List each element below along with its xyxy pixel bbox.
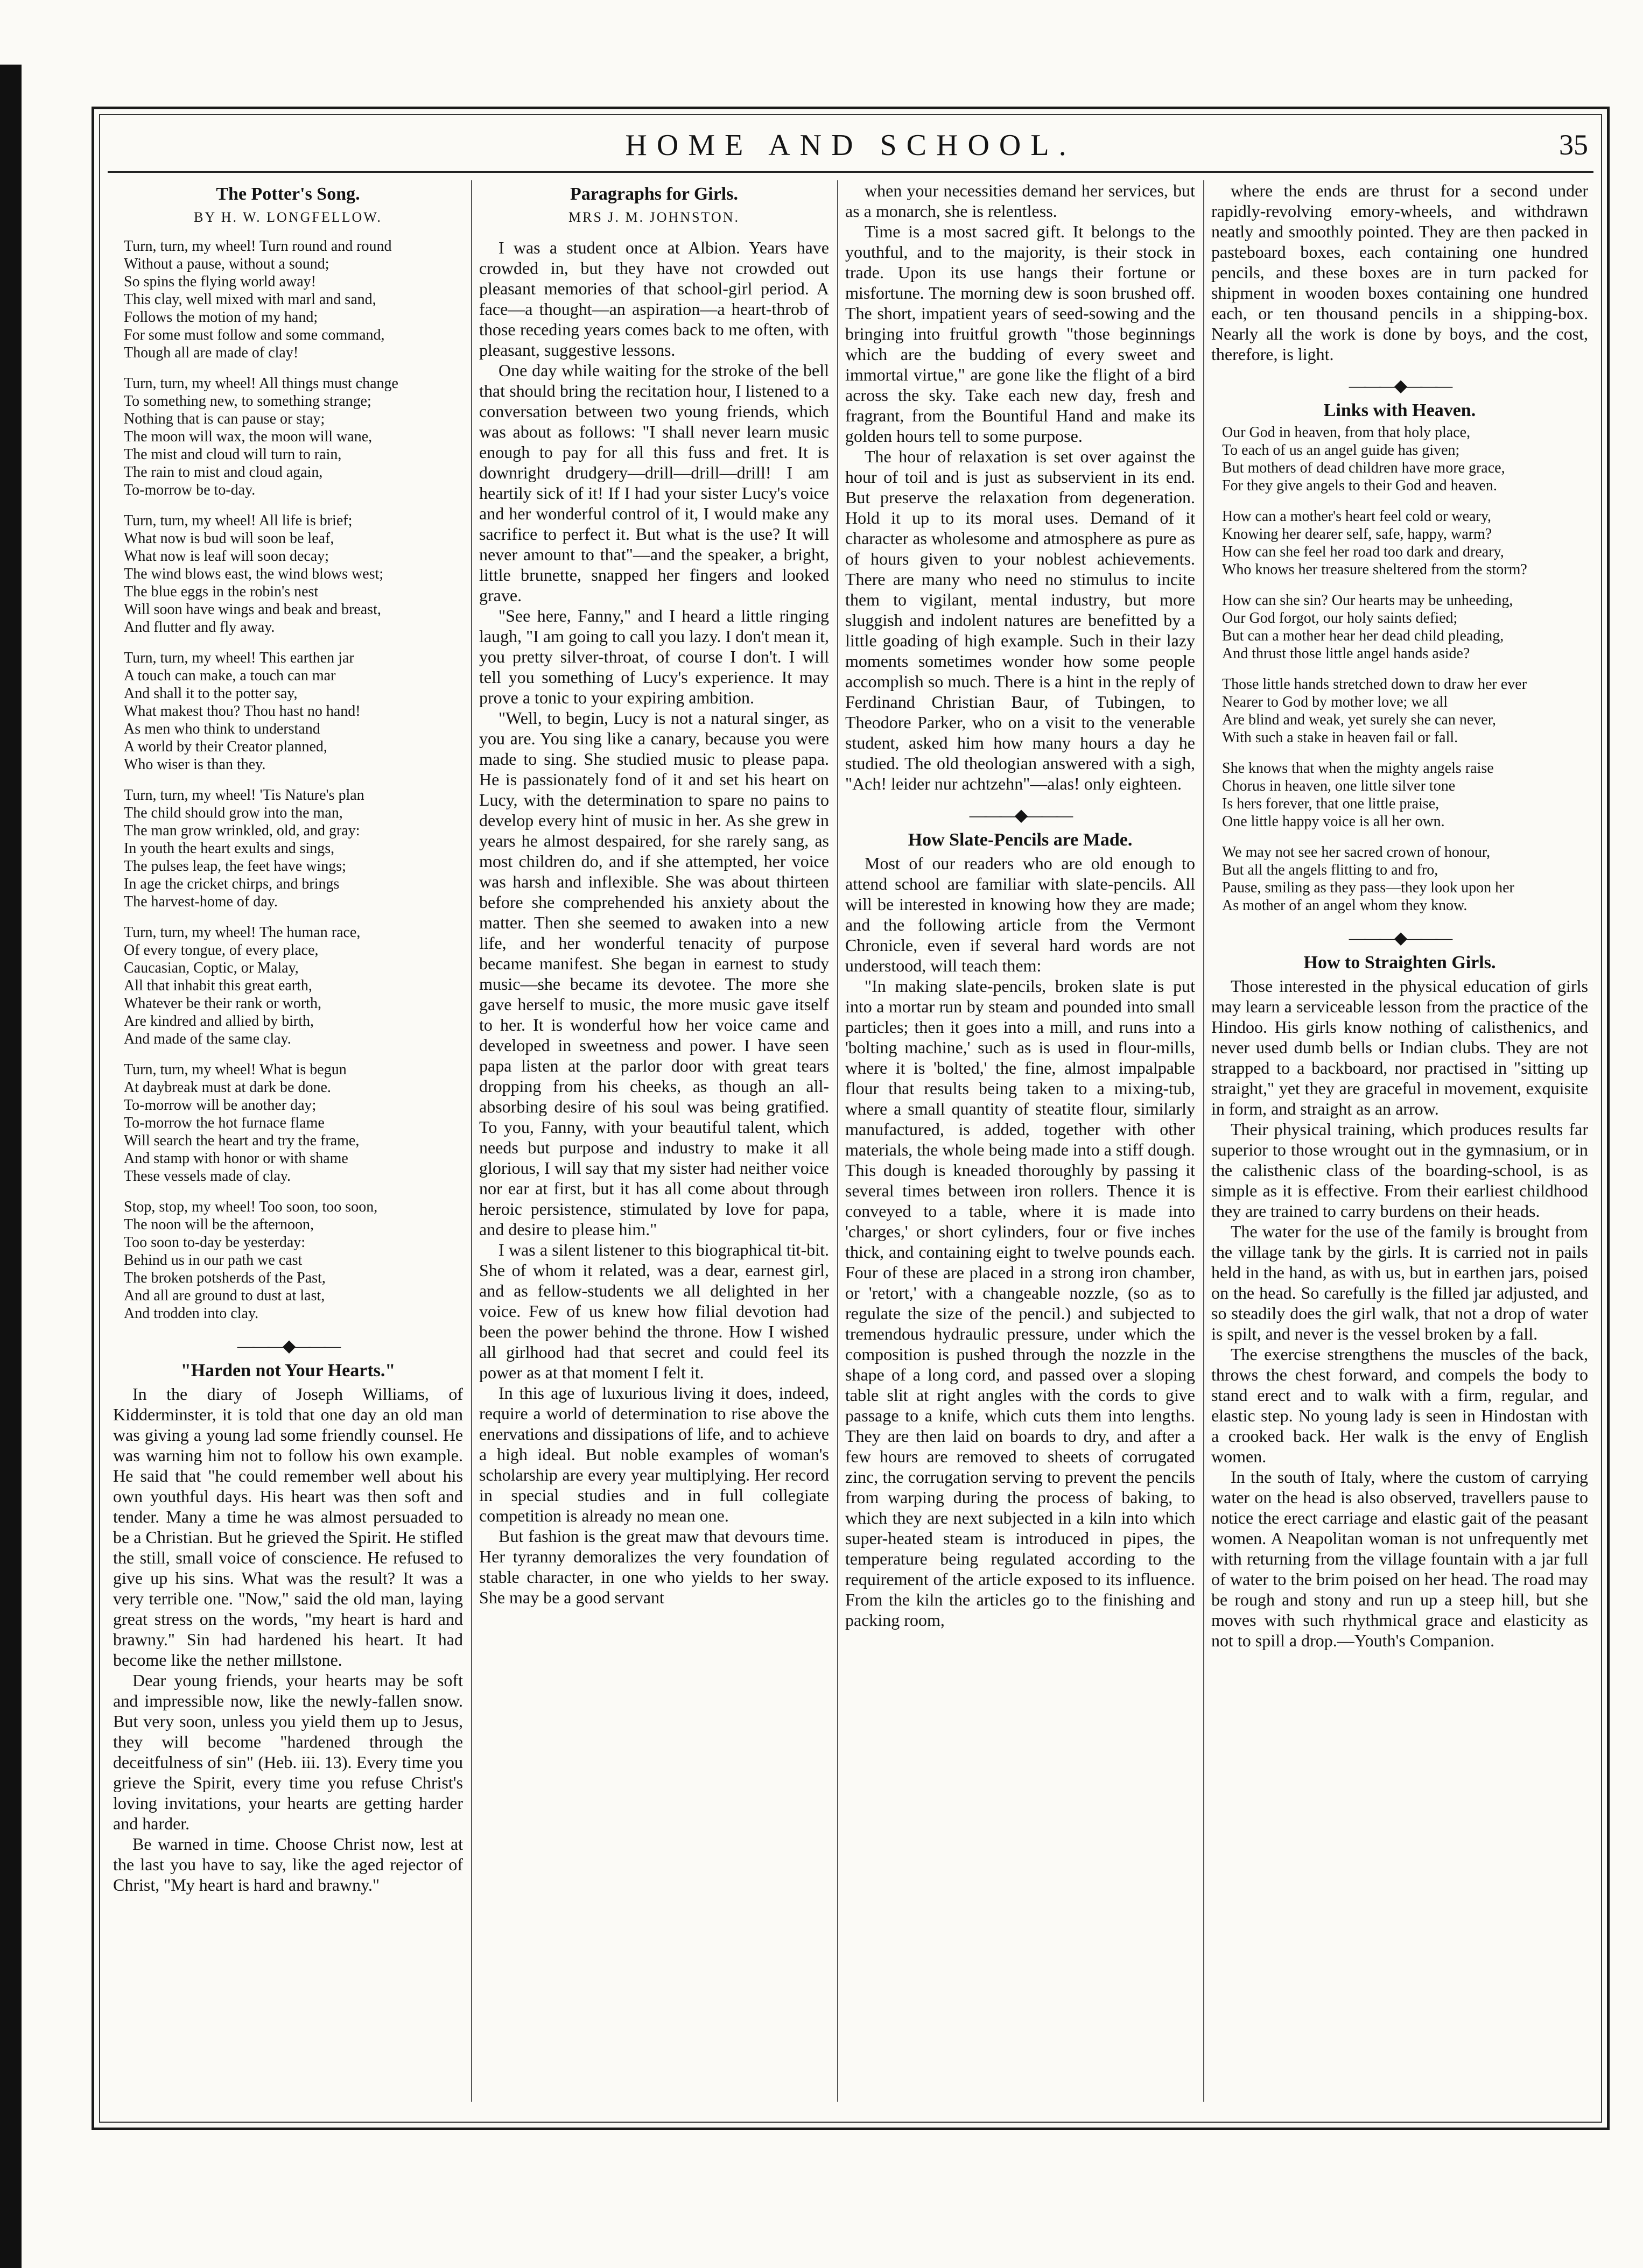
paragraph: "Well, to begin, Lucy is not a natural singer, as you are. You sing like a canary, because you were made to sing. She studied music to please papa. He is passionately fond of it and set his heart on Lucy, with the determination to spare no pains to develop every hint of music in her. As she grew in years he almost despaired, for she rarely sang, as most children do, and if she attempted, her voice was harsh and inflexible. She was about thirteen before she comprehended his anxiety about the matter. Then she seemed to awaken into a new life, and her wonderful tenacity of purpose became manifest. She began in earnest to study music—she became its devotee. The more she gave herself to music, the more music gave itself to her. It is wonderful how her voice came and developed in sweetness and power. I have seen papa listen at the parlor door with great tears dropping from his cheeks, as though an all-absorbing desire of his soul was being gratified. To you, Fanny, with your beautiful talent, which needs but purpose and industry to make it all glorious, I will say that my sister had neither voice nor ear at first, but it has all come about through heroic persistence, stimulated by love for papa, and desire to please him." (479, 708, 829, 1239)
poem-line: And made of the same clay. (124, 1031, 291, 1047)
poem-line: To each of us an angel guide has given; (1222, 442, 1460, 459)
poem-line: As men who think to understand (124, 721, 320, 737)
column-3 (845, 180, 1195, 2102)
poem-line: Nothing that is can pause or stay; (124, 411, 325, 427)
poem-line: A world by their Creator planned, (124, 738, 327, 755)
poem-line: At daybreak must at dark be done. (124, 1079, 331, 1096)
poem-line: The pulses leap, the feet have wings; (124, 858, 346, 875)
stanza (113, 375, 463, 499)
paragraph: The exercise strengthens the muscles of the back, throws the chest forward, and compels the body to stand erect and to walk with a firm, regular, and elastic step. No young lady is seen in Hindostan with a crooked back. Her walk is the envy of English women. (1211, 1344, 1588, 1466)
poem-line: And all are ground to dust at last, (124, 1287, 325, 1304)
poem-line: The harvest-home of day. (124, 893, 278, 910)
article-body (1211, 976, 1588, 1651)
paragraph: In the south of Italy, where the custom of carrying water on the head is also observed, travellers pause to notice the erect carriage and elastic gait of the peasant women. A Neapolitan woman is not unfrequently met with returning from the village fountain with a jar full of water to the brim poised on her head. The road may be rough and stony and run up a steep hill, but she moves with such rhythmical grace and elasticity as not to spill a drop.—Youth's Companion. (1211, 1467, 1588, 1650)
stanza (1211, 759, 1588, 830)
poem-line: Those little hands stretched down to draw her ever (1222, 676, 1527, 693)
stanza (1211, 508, 1588, 579)
poem-line: Will search the heart and try the frame, (124, 1132, 360, 1149)
poem-line: Who knows her treasure sheltered from the storm? (1222, 561, 1527, 578)
poem-line: Will soon have wings and beak and breast, (124, 601, 381, 618)
poem-line: Our God in heaven, from that holy place, (1222, 424, 1471, 441)
article-title: The Potter's Song. (216, 184, 360, 204)
poem-line: Turn, turn, my wheel! Turn round and round (124, 238, 392, 255)
poem-line: She knows that when the mighty angels raise (1222, 760, 1494, 777)
poem-line: As mother of an angel whom they know. (1222, 897, 1468, 914)
column-divider (471, 180, 472, 2102)
paragraph: Their physical training, which produces results far superior to those wrought out in the gymnasium, or in the calisthenic class of the boarding-school, is as simple as it is effective. From their earliest childhood they are trained to carry burdens on their heads. (1211, 1119, 1588, 1221)
header-rule (108, 171, 1593, 173)
poem-line: Are blind and weak, yet surely she can never, (1222, 712, 1496, 728)
article-title: How Slate-Pencils are Made. (908, 830, 1133, 850)
poem-line: To-morrow the hot furnace flame (124, 1115, 325, 1131)
poem-line: Knowing her dearer self, safe, happy, warm? (1222, 526, 1492, 543)
column-divider (1203, 180, 1204, 2102)
section-separator: ———◆——— (969, 805, 1071, 825)
paragraph: Dear young friends, your hearts may be soft and impressible now, like the newly-fallen snow. But very soon, unless you yield them up to Jesus, they will become "hardened through the deceitfulness of sin" (Heb. iii. 13). Every time you grieve the Spirit, every time you refuse Christ's loving invitations, your hearts are getting harder and harder. (113, 1671, 463, 1833)
poem-line: How can she sin? Our hearts may be unheeding, (1222, 592, 1513, 609)
poem-line: What makest thou? Thou hast no hand! (124, 703, 361, 720)
poem-line: Chorus in heaven, one little silver tone (1222, 778, 1456, 794)
poem-line: All that inhabit this great earth, (124, 977, 312, 994)
poem-line: So spins the flying world away! (124, 273, 316, 290)
poem-line: To something new, to something strange; (124, 393, 371, 410)
stanza (1211, 424, 1588, 495)
paragraph: I was a student once at Albion. Years have crowded in, but they have not crowded out pleasant memories of that school-girl period. A face—a thought—an aspiration—a heart-throb of those receding years comes back to me often, with pleasant, suggestive lessons. (479, 238, 829, 360)
article-title: Links with Heaven. (1323, 400, 1476, 420)
paragraph: Time is a most sacred gift. It belongs to the youthful, and to the majority, is their stock in trade. Upon its use hangs their fortune or misfortune. The morning dew is soon brushed off. The short, impatient years of seed-sowing and the bringing into fruitful growth "those beginnings which are the budding of every sweet and immortal virtue," are gone like the flight of a bird across the sky. Take each new day, fresh and fragrant, from the Bountiful Hand and make its golden hours tell to some purpose. (845, 222, 1195, 446)
poem-line: A touch can make, a touch can mar (124, 667, 336, 684)
article-title: How to Straighten Girls. (1303, 953, 1496, 973)
page-edge-shadow (0, 65, 22, 2268)
poem-line: The wind blows east, the wind blows west; (124, 566, 384, 582)
poem-line: The rain to mist and cloud again, (124, 464, 323, 481)
poem-line: Without a pause, without a sound; (124, 256, 329, 272)
stanza (1211, 591, 1588, 663)
article-body-continued (1211, 180, 1588, 364)
poem-line: To-morrow be to-day. (124, 482, 256, 498)
section-separator: ———◆——— (1349, 376, 1451, 395)
poem-line: The man grow wrinkled, old, and gray: (124, 822, 360, 839)
poem-line: Caucasian, Coptic, or Malay, (124, 960, 299, 976)
paragraph: But fashion is the great maw that devours time. Her tyranny demoralizes the very foundation of stable character, in one who yields to her sway. She may be a good servant (479, 1526, 829, 1607)
article-byline: MRS J. M. JOHNSTON. (568, 209, 740, 225)
paragraph: when your necessities demand her services, but as a monarch, she is relentless. (845, 181, 1195, 221)
poem-line: Turn, turn, my wheel! This earthen jar (124, 650, 354, 666)
poem-line: Our God forgot, our holy saints defied; (1222, 610, 1458, 626)
column-1 (113, 180, 463, 2102)
column-divider (837, 180, 838, 2102)
poem-line: What now is bud will soon be leaf, (124, 530, 334, 547)
article-title: Paragraphs for Girls. (570, 184, 738, 204)
stanza (1211, 675, 1588, 746)
poem-line: Is hers forever, that one little praise, (1222, 795, 1440, 812)
poem-line: Turn, turn, my wheel! 'Tis Nature's plan (124, 787, 364, 804)
column-2 (479, 180, 829, 2102)
poem-line: For they give angels to their God and heaven. (1222, 477, 1497, 494)
poem-line: These vessels made of clay. (124, 1168, 291, 1185)
poem-line: Of every tongue, of every place, (124, 942, 319, 959)
poem-line: This clay, well mixed with marl and sand, (124, 291, 376, 308)
poem-line: The mist and cloud will turn to rain, (124, 446, 342, 463)
page-header (108, 123, 1593, 166)
poem-line: But mothers of dead children have more grace, (1222, 460, 1505, 476)
poem-line: The noon will be the afternoon, (124, 1216, 314, 1233)
article-body (113, 1384, 463, 1895)
section-separator: ———◆——— (1349, 928, 1451, 947)
stanza (113, 649, 463, 773)
poem-line: And shall it to the potter say, (124, 685, 298, 702)
poem-line: Turn, turn, my wheel! All things must change (124, 375, 398, 392)
paragraph: I was a silent listener to this biographical tit-bit. She of whom it related, was a dear, earnest girl, and as fellow-students we all delighted in her voice. Few of us knew how filial devotion had been the power behind the throne. How I wished all girlhood had that secret and could feel its power as at that moment I felt it. (479, 1240, 829, 1382)
poem-line: Who wiser is than they. (124, 756, 266, 773)
poem-line: The moon will wax, the moon will wane, (124, 428, 373, 445)
poem-line: In age the cricket chirps, and brings (124, 876, 340, 892)
paragraph: where the ends are thrust for a second under rapidly-revolving emory-wheels, and withdrawn neatly and smoothly pointed. They are then packed in pasteboard boxes, each containing one hundred pencils, and these boxes are in turn packed for shipment in wooden boxes containing one hundred each, or ten thousand pencils in a shipping-box. Nearly all the work is done by boys, and the cost, therefore, is light. (1211, 181, 1588, 364)
poem-line: How can a mother's heart feel cold or weary, (1222, 508, 1492, 525)
poem-line: Turn, turn, my wheel! What is begun (124, 1061, 347, 1078)
poem-line: And flutter and fly away. (124, 619, 275, 636)
poem-line: Whatever be their rank or worth, (124, 995, 321, 1012)
poem-line: And stamp with honor or with shame (124, 1150, 348, 1167)
paragraph: "See here, Fanny," and I heard a little ringing laugh, "I am going to call you lazy. I don't mean it, you pretty silver-throat, of course I don't. I will tell you something of Lucy's experience. It may prove a tonic to your expiring ambition. (479, 606, 829, 707)
poem-line: Are kindred and allied by birth, (124, 1013, 314, 1030)
poem-line: Turn, turn, my wheel! The human race, (124, 924, 361, 941)
paragraph: The water for the use of the family is brought from the village tank by the girls. It is carried not in pails held in the hand, as with us, but in earthen jars, poised on the head. So carefully is the filled jar adjusted, and so steadily does the girl walk, that not a drop of water is spilt, and never is the vessel broken by a fall. (1211, 1222, 1588, 1343)
masthead-title: HOME AND SCHOOL. (625, 129, 1076, 162)
poem-line: Turn, turn, my wheel! All life is brief; (124, 512, 353, 529)
poem-line: Nearer to God by mother love; we all (1222, 694, 1448, 710)
poem-line: In youth the heart exults and sings, (124, 840, 335, 857)
poem-line: How can she feel her road too dark and dreary, (1222, 544, 1504, 560)
article-body (845, 853, 1195, 1630)
poem-line: Behind us in our path we cast (124, 1252, 303, 1269)
stanza (1211, 843, 1588, 914)
stanza (113, 1198, 463, 1322)
poem-line: What now is leaf will soon decay; (124, 548, 329, 565)
article-title: "Harden not Your Hearts." (180, 1361, 396, 1380)
paragraph: "In making slate-pencils, broken slate is put into a mortar run by steam and pounded into small particles; then it goes into a mill, and runs into a 'bolting machine,' such as is used in flour-mills, where it is 'bolted,' the fine, almost impalpable flour that results being taken to a mixing-tub, where a small quantity of steatite flour, similarly manufactured, is added, together with other materials, the whole being made into a stiff dough. This dough is kneaded thoroughly by passing it several times between iron rollers. Thence it is conveyed to a table, where it is made into 'charges,' or short cylinders, four or five inches thick, and containing eight to twelve pounds each. Four of these are placed in a strong iron chamber, or 'retort,' with a changeable nozzle, (so as to regulate the size of the pencil.) and subjected to tremendous hydraulic pressure, under which the composition is pushed through the nozzle in the shape of a long cord, and passed over a sloping table slit at right angles with the cords to give passage to a knife, which cuts them into lengths. They are then laid on boards to dry, and after a few hours are removed to sheets of corrugated zinc, the corrugation serving to prevent the pencils from warping during the process of baking, to which they are next subjected in a kiln into which super-heated steam is introduced in pipes, the temperature being regulated according to the requirement of the article exposed to its influence. From the kiln the articles go to the finishing and packing room, (845, 976, 1195, 1630)
poem-line: The child should grow into the man, (124, 805, 343, 821)
poem-line: Stop, stop, my wheel! Too soon, too soon, (124, 1199, 378, 1215)
paragraph: In this age of luxurious living it does, indeed, require a world of determination to rise above the enervations and dissipations of life, and to achieve a high ideal. But noble examples of woman's scholarship are every year multiplying. Her record in special studies and in full collegiate competition is already no mean one. (479, 1383, 829, 1525)
poem-line: And trodden into clay. (124, 1305, 259, 1322)
poem-line: But can a mother hear her dead child pleading, (1222, 628, 1504, 644)
stanza (113, 237, 463, 362)
poem (1211, 424, 1588, 914)
stanza (113, 924, 463, 1048)
article-byline: BY H. W. LONGFELLOW. (194, 209, 382, 225)
poem-line: We may not see her sacred crown of honour, (1222, 844, 1491, 861)
poem-line: Pause, smiling as they pass—they look upon her (1222, 879, 1514, 896)
poem-line: Though all are made of clay! (124, 344, 299, 361)
article-body (479, 237, 829, 1608)
page-number: 35 (1559, 129, 1588, 161)
poem-line: Too soon to-day be yesterday: (124, 1234, 306, 1251)
poem-line: And thrust those little angel hands aside? (1222, 645, 1470, 662)
poem-line: One little happy voice is all her own. (1222, 813, 1445, 830)
poem-line: The blue eggs in the robin's nest (124, 583, 319, 600)
poem-line: With such a stake in heaven fail or fall. (1222, 729, 1458, 746)
paragraph: In the diary of Joseph Williams, of Kidderminster, it is told that one day an old man was giving a young lad some friendly counsel. He was warning him not to follow his own example. He said that "he could remember well about his own youthful days. His heart was then soft and tender. Many a time he was almost persuaded to be a Christian. But he grieved the Spirit. He stifled the still, small voice of conscience. He refused to give up his sins. What was the result? It was a very terrible one. "Now," said the old man, laying great stress on the words, "my heart is hard and brawny." Sin had hardened his heart. It had become like the nether millstone. (113, 1384, 463, 1670)
poem-line: For some must follow and some command, (124, 327, 385, 343)
paragraph: One day while waiting for the stroke of the bell that should bring the recitation hour, I listened to a conversation between two young friends, which was about as follows: "I shall never learn music enough to pay for all this fuss and fret. It is downright drudgery—drill—drill—drill! I am heartily sick of it! If I had your sister Lucy's voice and her wonderful control of it, I would make any sacrifice to perfect it. But what is the use? It will never amount to that"—and the speaker, a bright, little brunette, snapped her fingers and looked grave. (479, 361, 829, 605)
article-body-continued (845, 180, 1195, 794)
paragraph: Be warned in time. Choose Christ now, lest at the last you have to say, like the aged rejector of Christ, "My heart is hard and brawny." (113, 1834, 463, 1894)
column-4 (1211, 180, 1588, 2102)
paragraph: Those interested in the physical education of girls may learn a serviceable lesson from the practice of the Hindoo. His girls know nothing of calisthenics, and never used dumb bells or Indian clubs. They are not strapped to a backboard, nor practised in "sitting up straight," yet they are graceful in movement, exquisite in form, and straight as an arrow. (1211, 976, 1588, 1118)
section-separator: ———◆——— (237, 1336, 339, 1355)
stanza (113, 1061, 463, 1185)
stanza (113, 512, 463, 636)
poem-line: But all the angels flitting to and fro, (1222, 862, 1438, 878)
poem-line: Follows the motion of my hand; (124, 309, 318, 326)
poem-line: The broken potsherds of the Past, (124, 1270, 326, 1286)
poem (113, 237, 463, 1322)
paragraph: The hour of relaxation is set over against the hour of toil and is just as subservient in its end. But preserve the relaxation from degeneration. Hold it up to its moral uses. Demand of it character as wholesome and atmosphere as pure as of hours given to your noblest achievements. There are many who need no stimulus to incite them to vigilant, mental industry, but more sluggish and indolent natures are benefitted by a little goading of high example. Such in their lazy moments sometimes wonder how some people accomplish so much. There is a hint in the reply of Ferdinand Christian Baur, of Tubingen, to Theodore Parker, who on a visit to the venerable student, asked him how many hours a day he studied. The old theologian answered with a sigh, "Ach! leider nur achtzehn"—alas! only eighteen. (845, 447, 1195, 793)
poem-line: To-morrow will be another day; (124, 1097, 317, 1114)
stanza (113, 786, 463, 911)
paragraph: Most of our readers who are old enough to attend school are familiar with slate-pencils. All will be interested in knowing how they are made; and the following article from the Vermont Chronicle, even if several hard words are not understood, will teach them: (845, 854, 1195, 975)
